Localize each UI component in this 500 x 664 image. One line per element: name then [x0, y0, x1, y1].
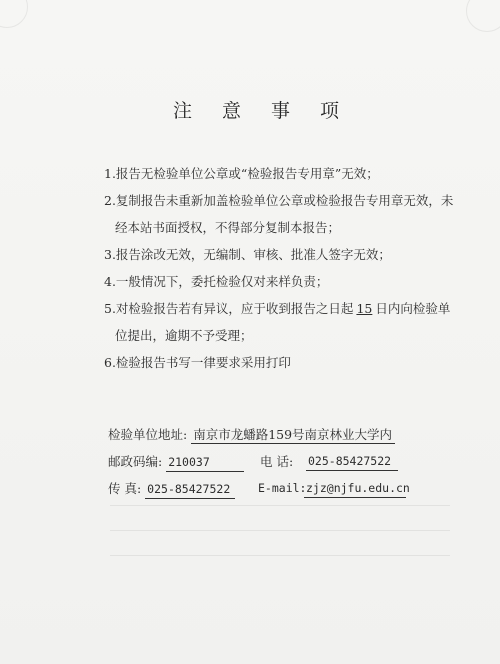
fax-email-row: [108, 475, 468, 502]
note-item: 1.报告无检验单位公章或“检验报告专用章”无效；: [104, 166, 379, 181]
phone-value: 025-85427522: [306, 453, 398, 471]
show-through-line: [110, 555, 450, 556]
phone-label: 电 话:: [260, 454, 294, 469]
seal-shadow: [466, 0, 500, 32]
note-item: [104, 295, 451, 322]
address-row: [108, 421, 468, 448]
note-item-continued: 经本站书面授权，不得部分复制本报告；: [115, 220, 341, 235]
email-value: zjz@njfu.edu.cn: [304, 480, 406, 498]
postcode-label: 邮政码编:: [108, 454, 163, 469]
email-label: E-mail:: [258, 481, 307, 495]
notes-list: [104, 160, 454, 376]
note-item: 2.复制报告未重新加盖检验单位公章或检验报告专用章无效，未: [104, 193, 454, 208]
postcode-value: 210037: [166, 454, 244, 472]
postcode-phone-row: [108, 448, 468, 475]
show-through-line: [110, 530, 450, 531]
note-item: 6.检验报告书写一律要求采用打印: [104, 355, 291, 370]
show-through-line: [110, 505, 450, 506]
fax-label: 传 真:: [108, 481, 142, 496]
contact-block: [108, 421, 468, 502]
days-value: 15: [356, 301, 373, 316]
note-text: 日内向检验单: [375, 301, 451, 316]
note-text: 5.对检验报告若有异议，应于收到报告之日起: [104, 301, 354, 316]
note-item: 4.一般情况下，委托检验仅对来样负责；: [104, 274, 329, 289]
address-value: 南京市龙蟠路159号南京林业大学内: [191, 426, 395, 444]
note-item-continued: 位提出，逾期不予受理；: [115, 328, 253, 343]
address-label: 检验单位地址:: [108, 427, 188, 442]
page-title: 注 意 事 项: [172, 100, 352, 122]
note-item: 3.报告涂改无效，无编制、审核、批准人签字无效；: [104, 247, 391, 262]
fax-value: 025-85427522: [145, 481, 235, 499]
seal-shadow: [0, 0, 28, 28]
